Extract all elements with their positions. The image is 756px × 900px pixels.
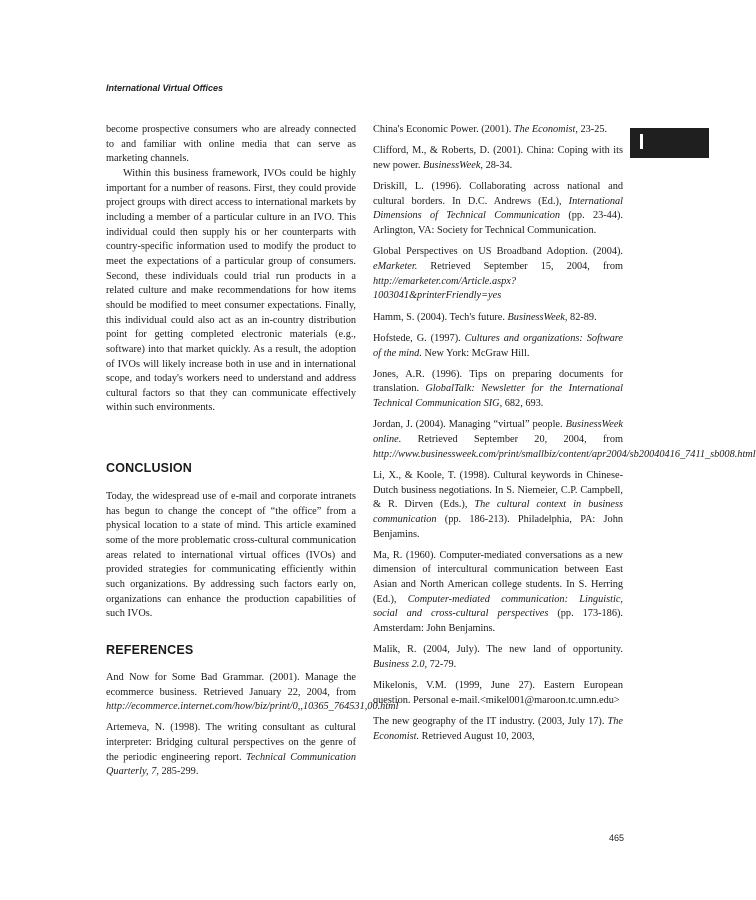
reference-text: (pp. 186-213). Philadelphia, PA: John Benjamins. (373, 513, 623, 540)
reference-italic: The Economist. (373, 716, 623, 742)
reference-text: (pp. 173-186). Amsterdam: John Benjamins. (373, 608, 623, 635)
reference-text: Jones, A.R. (1996). Tips on preparing documents for translation. (373, 368, 623, 395)
reference-text: Artemeva, N. (1998). The writing consultant as cultural interpreter: Bridging cultural perspectives on the genre of the periodic engineering report. (106, 722, 356, 763)
running-head: International Virtual Offices (106, 83, 224, 93)
reference-text: Li, X., & Koole, T. (1998). Cultural keywords in Chinese-Dutch business negotiations. In S. Niemeier, C.P. Campbell, & R. Dirven (Eds.), (373, 469, 623, 511)
reference-text: Jordan, J. (2004). Managing “virtual” people. (373, 419, 566, 431)
reference-entry (373, 418, 756, 462)
reference-text: 285-299. (158, 766, 199, 778)
reference-text: 28-34. (483, 159, 513, 171)
reference-text: Retrieved September 15, 2004, from (417, 261, 623, 273)
reference-entry (373, 332, 623, 361)
section-tab-marker (630, 128, 709, 158)
body-paragraph: Within this business framework, IVOs could be highly important for a number of reasons. First, they could provide project groups with direct access to international markets by including a member of a particular culture in an IVO. This individual could then supply his or her counterparts with country-specific information used to modify the product to meet the expectations of a particular group of consumers. Second, these individuals could trial run products in a related culture and make recommendations for how items should be modified to meet consumer expectations. Finally, this individual could also act as an in-country distribution point for getting completed electronic materials (e.g., software) into that market quickly. As a result, the adoption of IVOs will likely increase both in use and in international scope, and today's workers need to understand and address cultural factors so that they can communicate effectively within such environments. (106, 167, 356, 414)
reference-entry (106, 671, 399, 715)
reference-italic: BusinessWeek, (423, 159, 484, 171)
reference-text: 72-79. (427, 658, 457, 670)
reference-italic: BusinessWeek, (507, 311, 568, 323)
references-list-right (373, 123, 756, 751)
reference-text: New York: McGraw Hill. (421, 347, 530, 359)
reference-italic: The cultural context in business communication (373, 499, 623, 525)
references-heading: REFERENCES (106, 643, 194, 657)
reference-entry (106, 721, 356, 780)
body-paragraph: become prospective consumers who are already connected to and familiar with online media that can serve as marketing channels. (106, 124, 356, 165)
reference-text: And Now for Some Bad Grammar. (2001). Manage the ecommerce business. Retrieved January 22, 2004, from (106, 672, 356, 698)
reference-italic: International Dimensions of Technical Communication (373, 195, 623, 222)
reference-text: Clifford, M., & Roberts, D. (2001). China: Coping with its new power. (373, 145, 623, 171)
reference-text: 682, 693. (502, 398, 544, 410)
reference-text: Retrieved September 20, 2004, from (401, 433, 623, 445)
reference-text: Hofstede, G. (1997). (373, 332, 465, 344)
conclusion-heading: CONCLUSION (106, 461, 193, 475)
reference-entry (373, 643, 623, 672)
reference-text: (pp. 23-44). Arlington, VA: Society for Technical Communication. (373, 210, 623, 237)
reference-italic: http://www.businessweek.com/print/smallbiz/content/apr2004/sb20040416_7411_sb008.html (373, 448, 756, 460)
reference-italic: Business 2.0, (373, 658, 428, 670)
reference-entry (373, 144, 623, 173)
reference-text: 82-89. (567, 311, 597, 323)
reference-entry (373, 549, 623, 637)
reference-text: Malik, R. (2004, July). The new land of opportunity. (373, 644, 623, 656)
reference-italic: Technical Communication Quarterly, 7, (106, 751, 356, 778)
reference-text: Hamm, S. (2004). Tech's future. (373, 311, 508, 323)
reference-text: Mikelonis, V.M. (1999, June 27). Eastern European question. Personal e-mail.<mikel001@maroon.tc.umn.edu> (373, 680, 623, 706)
reference-italic: Computer-mediated communication: Linguistic, social and cross-cultural perspectives (373, 593, 623, 620)
reference-italic: BusinessWeek online. (373, 419, 623, 445)
reference-italic: Cultures and organizations: Software of the mind. (373, 332, 623, 359)
conclusion-text: Today, the widespread use of e-mail and corporate intranets has begun to change the concept of “the office” from a physical location to a state of mind. This article examined some of the more problematic cross-cultural communication areas related to international virtual offices (IVOs) and provided strategies for communicating efficiently within such organizations. By addressing such factors early on, organizations can enhance the production capabilities of such IVOs. (106, 491, 356, 620)
reference-text: Ma, R. (1960). Computer-mediated conversations as a new dimension of intercultural communication between East Asian and North American college students. In S. Herring (Ed.), (373, 549, 623, 605)
reference-text: The new geography of the IT industry. (2003, July 17). (373, 716, 608, 728)
reference-entry (373, 180, 623, 239)
left-column-body (106, 123, 356, 416)
reference-entry (373, 245, 623, 304)
reference-entry (373, 368, 623, 412)
reference-text: Driskill, L. (1996). Collaborating across national and cultural borders. In D.C. Andrews (Ed.), (373, 181, 623, 207)
reference-italic: GlobalTalk: Newsletter for the International Technical Communication SIG, (373, 383, 623, 410)
reference-text: Global Perspectives on US Broadband Adoption. (2004). (373, 246, 623, 258)
reference-entry (373, 311, 623, 326)
reference-entry (373, 469, 623, 542)
reference-entry (373, 715, 623, 744)
references-list-left (106, 671, 399, 786)
reference-text: China's Economic Power. (2001). (373, 124, 514, 135)
reference-entry (373, 123, 623, 138)
reference-italic: The Economist, (513, 124, 578, 135)
reference-text: 23-25. (577, 124, 608, 135)
reference-italic: http://emarketer.com/Article.aspx?1003041&printerFriendly=yes (373, 275, 516, 302)
reference-entry (373, 679, 623, 708)
reference-italic: http://ecommerce.internet.com/how/biz/print/0,,10365_764531,00.html (106, 701, 399, 713)
reference-italic: eMarketer. (373, 261, 418, 273)
reference-text: Retrieved August 10, 2003, (419, 730, 535, 742)
page-number: 465 (609, 833, 625, 843)
